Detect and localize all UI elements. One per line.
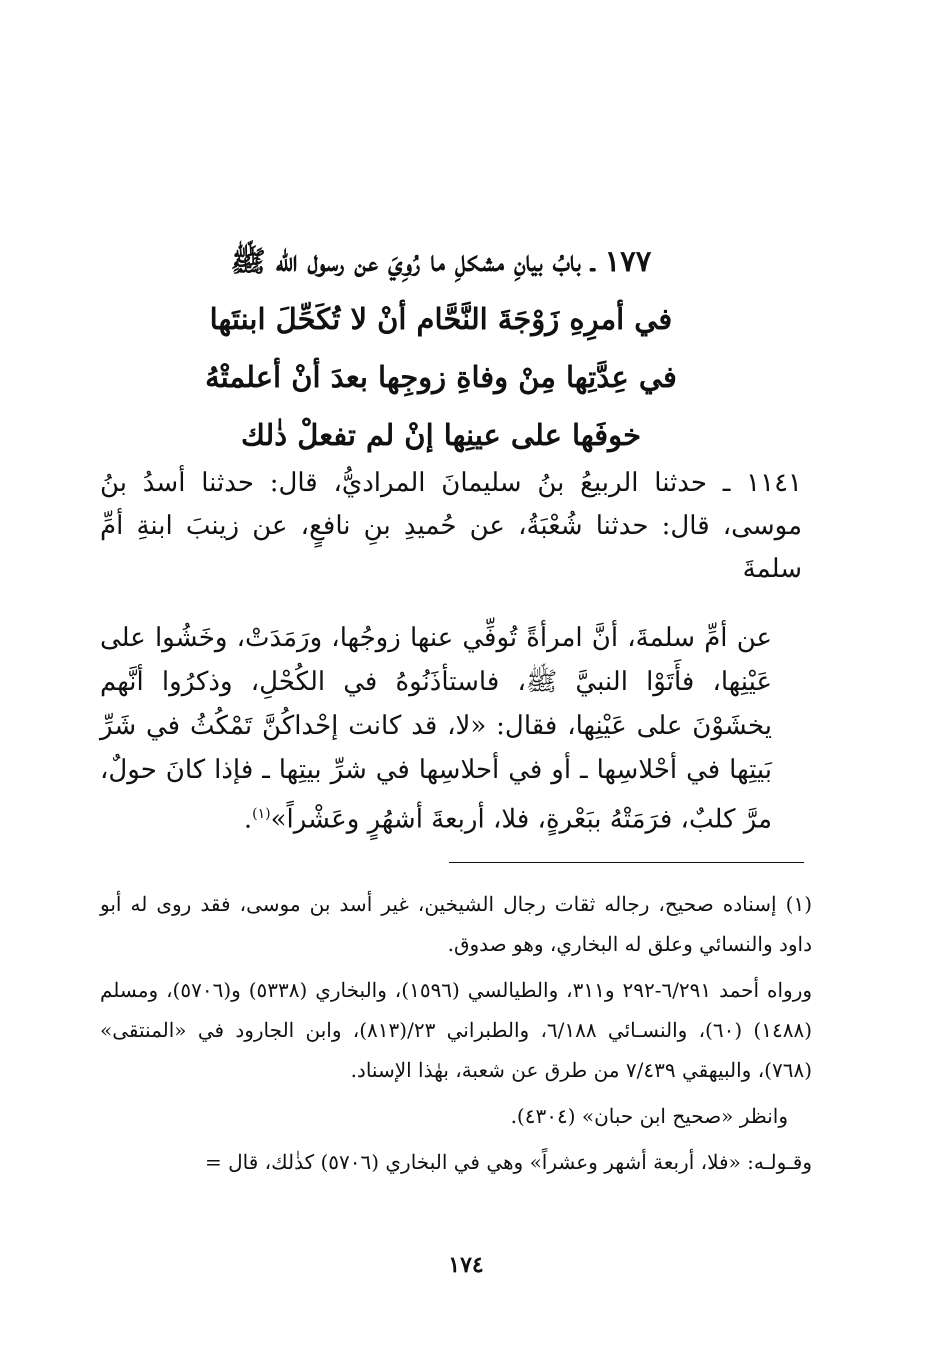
- hadith-end-mark: .: [243, 804, 253, 835]
- footnote-divider: [449, 862, 804, 863]
- heading-line-1: ١٧٧ ـ بابُ بيانِ مشكلِ ما رُوِيَ عن رسول الله ﷺ: [230, 244, 652, 278]
- page-number: ١٧٤: [448, 1252, 484, 1278]
- footnotes-section: [100, 884, 812, 1188]
- hadith-chain: ١١٤١ ـ حدثنا الربيعُ بنُ سليمانَ المراديُّ، قال: حدثنا أسدُ بنُ موسى، قال: حدثنا شُعْبَةُ، عن حُميدِ بنِ نافعٍ، عن زينبَ ابنةِ أمِّ سلمةَ: [100, 468, 802, 584]
- footnote-continuation: وقـولـه: «فلا، أربعة أشهر وعشراً» وهي في البخاري (٥٧٠٦) كذٰلك، قال =: [205, 1150, 812, 1174]
- heading-line-3: في عِدَّتِها مِنْ وفاةِ زوجِها بعدَ أنْ أعلمتْهُ: [205, 360, 677, 394]
- footnote-see-also: وانظر «صحيح ابن حبان» (٤٣٠٤).: [510, 1104, 788, 1128]
- heading-line-4: خوفَها على عينِها إنْ لم تفعلْ ذٰلك: [240, 418, 641, 452]
- footnote-reference[interactable]: (١): [252, 806, 271, 822]
- heading-line-2: في أمرِهِ زَوْجَةَ النَّحَّام أنْ لا تُكَحِّلَ ابنتَها: [209, 302, 673, 336]
- hadith-text: [100, 616, 772, 842]
- footnote-sources: ورواه أحمد ٦/٢٩١-٢٩٢ و٣١١، والطيالسي (١٥٩٦)، والبخاري (٥٣٣٨) و(٥٧٠٦)، ومسلم (١٤٨٨) (٦٠)، والنسـائي ٦/١٨٨، والطبراني ٢٣/(٨١٣)، وابن الجارود في «المنتقى» (٧٦٨)، والبيهقي ٧/٤٣٩ من طرق عن شعبة، بهٰذا الإسناد.: [100, 978, 813, 1082]
- chapter-heading: [110, 232, 772, 464]
- hadith-body: عن أمِّ سلمةَ، أنَّ امرأةً تُوفِّي عنها زوجُها، ورَمَدَتْ، وخَشُوا على عَيْنِها، فأَتَوْا النبيَّ ﷺ، فاستأذَنُوهُ في الكُحْلِ، وذكرُوا أنَّهم يخشَوْنَ على عَيْنِها، فقال: «لا، قد كانت إحْداكُنَّ تَمْكُثُ في شَرِّ بَيتِها في أحْلاسِها ـ أو في أحلاسِها في شرِّ بيتِها ـ فإذا كانَ حولٌ، مرَّ كلبٌ، فرَمَتْهُ ببَعْرةٍ، فلا، أربعةَ أشهُرٍ وعَشْراً»: [100, 623, 772, 835]
- footnote-1: (١) إسناده صحيح، رجاله ثقات رجال الشيخين، غير أسد بن موسى، فقد روى له أبو داود والنسائي وعلق له البخاري، وهو صدوق.: [100, 892, 812, 956]
